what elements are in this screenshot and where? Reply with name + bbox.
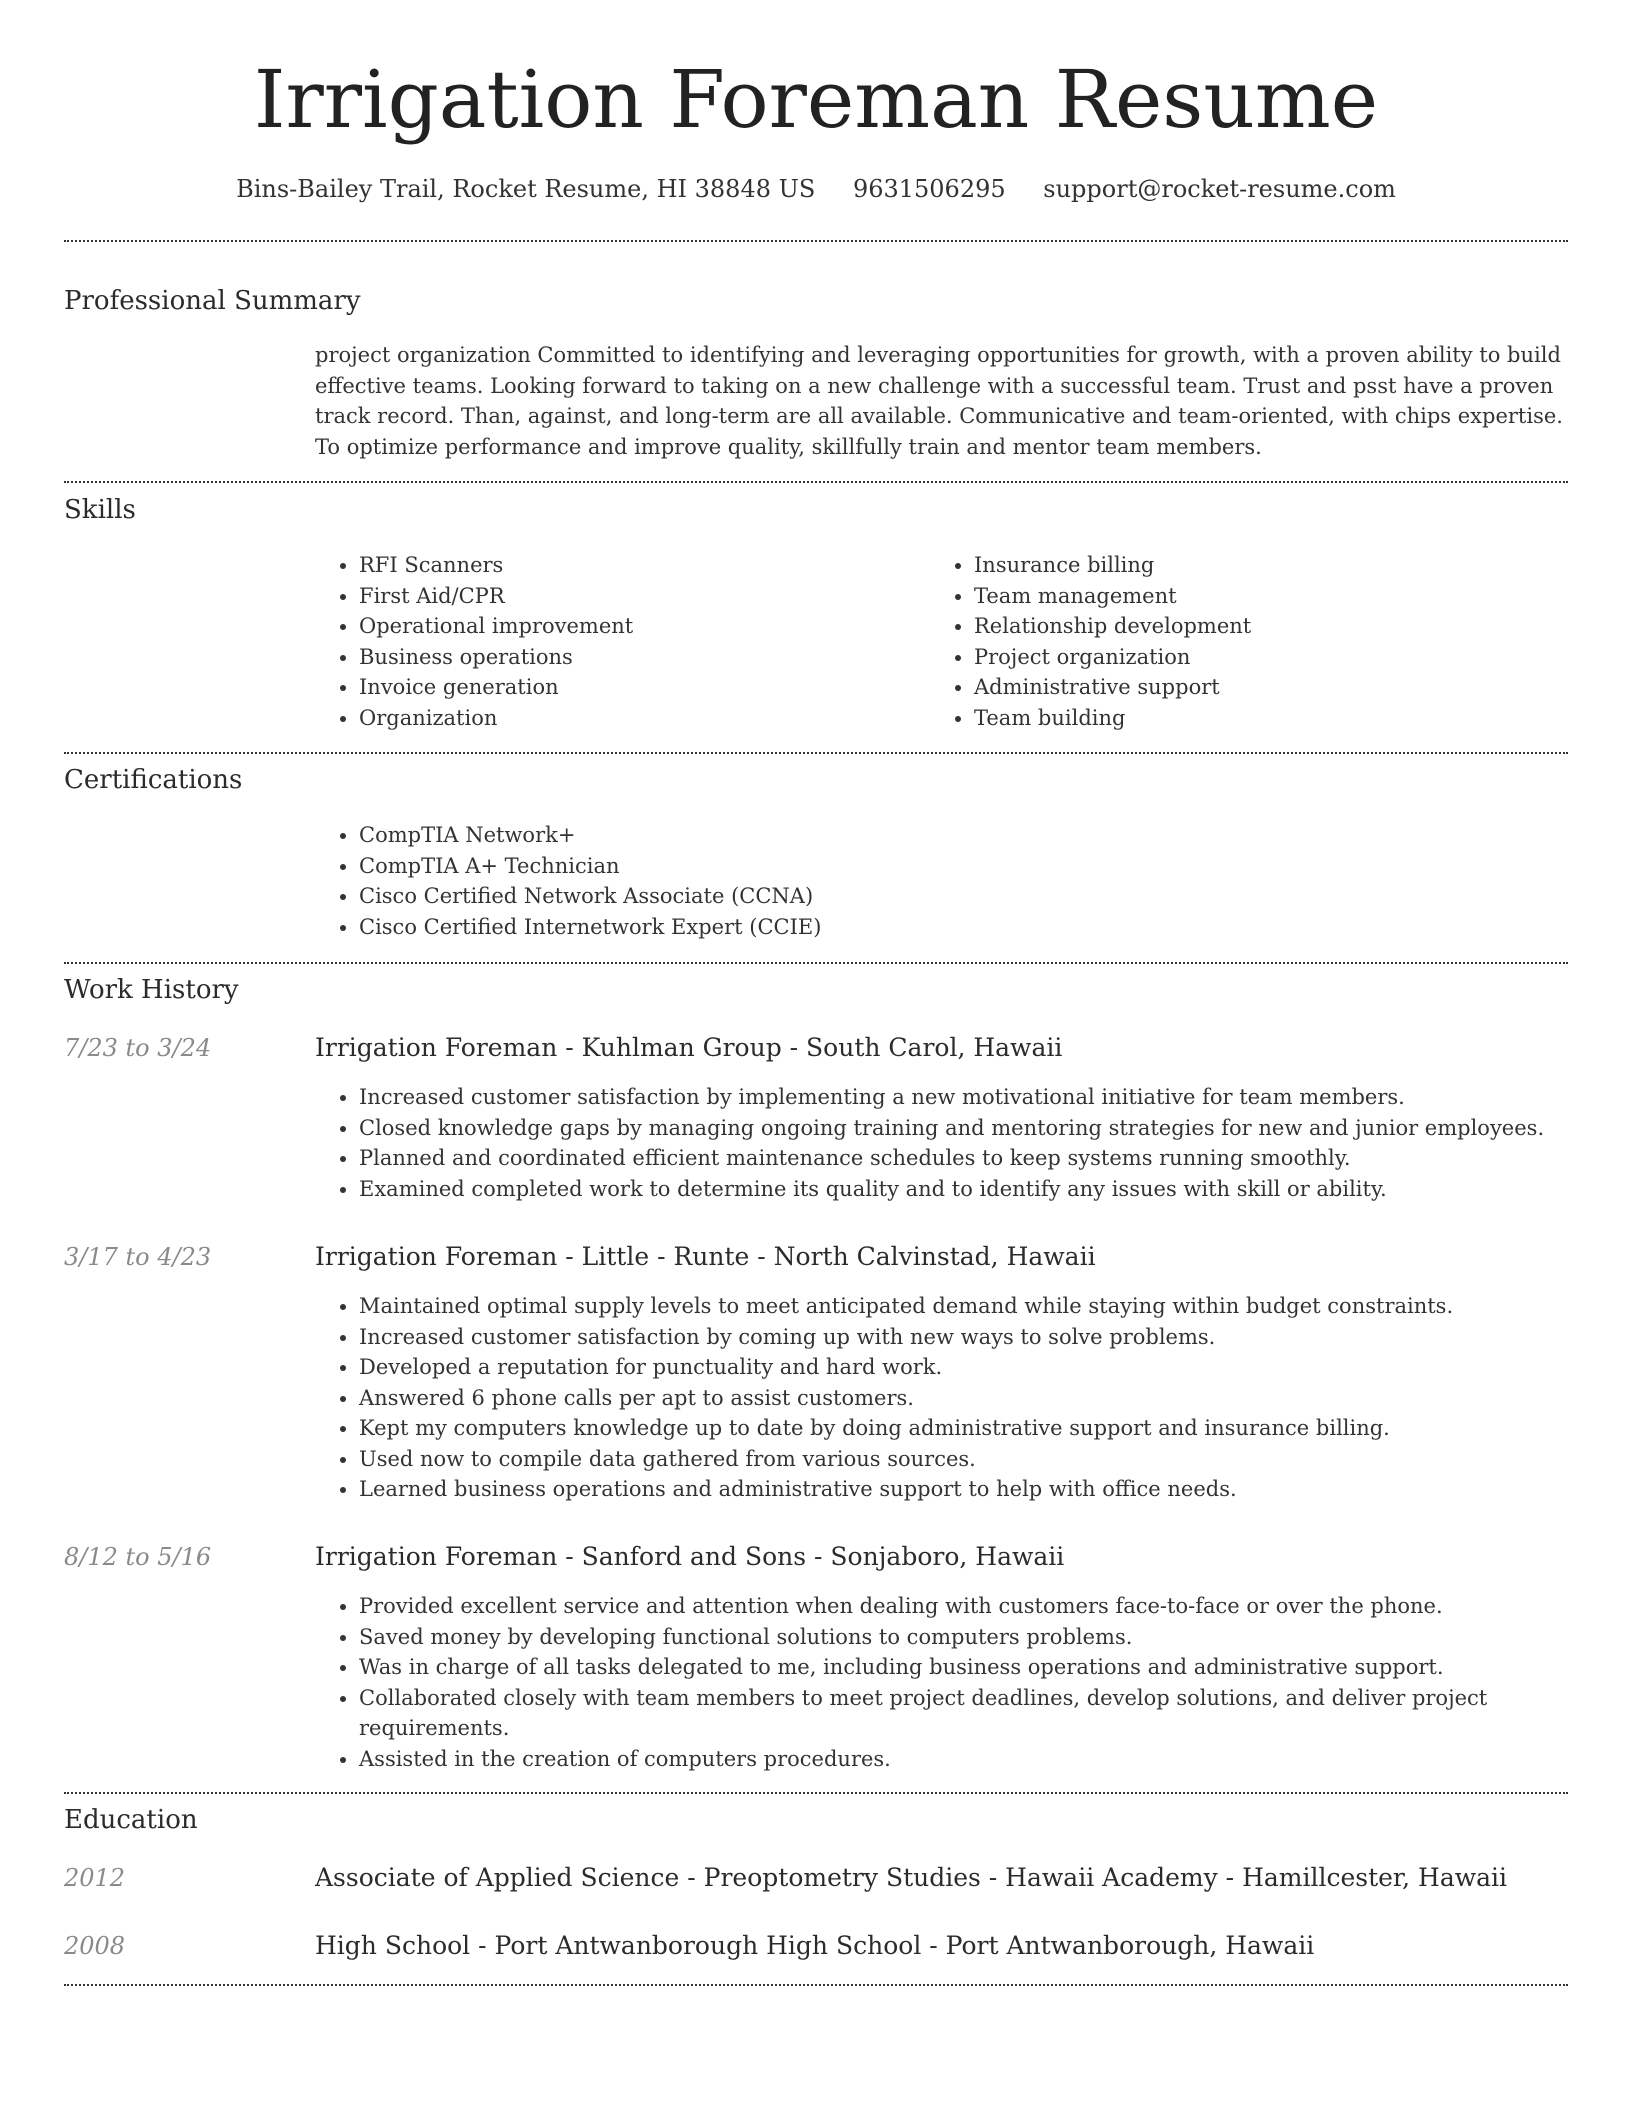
job-bullet: • Maintained optimal supply levels to meet anticipated demand while staying within budget constraints. (359, 1291, 1612, 1322)
skill-item: • Team management (974, 581, 1574, 612)
contact-email: support@rocket-resume.com (1043, 175, 1396, 203)
skills-heading: Skills (64, 495, 136, 525)
job-bullet: • Used now to compile data gathered from various sources. (359, 1444, 1612, 1475)
certification-item: • Cisco Certified Network Associate (CCNA) (359, 881, 1559, 912)
certification-item: • CompTIA Network+ (359, 820, 1559, 851)
education-year: 2012 (64, 1864, 126, 1892)
divider (64, 240, 1568, 242)
job-title: Irrigation Foreman - Little - Runte - North Calvinstad, Hawaii (315, 1242, 1096, 1271)
job-bullets (315, 1291, 1612, 1505)
skill-item: • Relationship development (974, 611, 1574, 642)
skill-item: • Invoice generation (359, 672, 919, 703)
skill-item: • First Aid/CPR (359, 581, 919, 612)
contact-phone: 9631506295 (852, 175, 1006, 203)
divider (64, 1792, 1568, 1794)
resume-title: Irrigation Foreman Resume (253, 53, 1379, 146)
summary-text: project organization Committed to identifying and leveraging opportunities for growth, with a proven ability to build effective teams. Looking forward to taking on a new challenge with a successful team. Trust and psst have a proven track record. Than, against, and long-term are all available. Communicative and team-oriented, with chips expertise. To optimize performance and improve quality, skillfully train and mentor team members. (315, 343, 1563, 459)
job-bullet: • Was in charge of all tasks delegated to me, including business operations and administrative support. (359, 1652, 1539, 1683)
skill-item: • Operational improvement (359, 611, 919, 642)
job-dates: 8/12 to 5/16 (64, 1543, 212, 1571)
job-bullet: • Planned and coordinated efficient maintenance schedules to keep systems running smoothly. (359, 1143, 1612, 1174)
contact-line (64, 172, 1568, 206)
job-bullet: • Closed knowledge gaps by managing ongoing training and mentoring strategies for new and junior employees. (359, 1113, 1612, 1144)
summary-heading: Professional Summary (64, 286, 361, 316)
certifications-heading: Certifications (64, 765, 243, 795)
job-bullets (315, 1591, 1539, 1774)
job-bullet: • Assisted in the creation of computers procedures. (359, 1744, 1539, 1775)
divider (64, 1984, 1568, 1986)
certification-item: • CompTIA A+ Technician (359, 851, 1559, 882)
job-bullet: • Collaborated closely with team members to meet project deadlines, develop solutions, and deliver project requirements. (359, 1683, 1539, 1744)
job-title: Irrigation Foreman - Kuhlman Group - South Carol, Hawaii (315, 1033, 1063, 1062)
skill-item: • Administrative support (974, 672, 1574, 703)
contact-address: Bins-Bailey Trail, Rocket Resume, HI 38848 US (236, 175, 816, 203)
divider (64, 962, 1568, 964)
education-heading: Education (64, 1805, 198, 1835)
job-bullet: • Provided excellent service and attention when dealing with customers face-to-face or over the phone. (359, 1591, 1539, 1622)
divider (64, 752, 1568, 754)
certification-item: • Cisco Certified Internetwork Expert (CCIE) (359, 912, 1559, 943)
certifications-list (315, 820, 1559, 942)
job-bullet: • Examined completed work to determine its quality and to identify any issues with skill or ability. (359, 1174, 1612, 1205)
skills-list-right (930, 550, 1574, 733)
education-title: Associate of Applied Science - Preoptometry Studies - Hawaii Academy - Hamillcester, Hawaii (315, 1863, 1508, 1892)
work-heading: Work History (64, 975, 239, 1005)
skill-item: • Organization (359, 703, 919, 734)
job-title: Irrigation Foreman - Sanford and Sons - Sonjaboro, Hawaii (315, 1542, 1065, 1571)
job-bullet: • Increased customer satisfaction by coming up with new ways to solve problems. (359, 1322, 1612, 1353)
divider (64, 481, 1568, 483)
skill-item: • Team building (974, 703, 1574, 734)
job-dates: 7/23 to 3/24 (64, 1034, 212, 1062)
skill-item: • Project organization (974, 642, 1574, 673)
job-bullet: • Learned business operations and administrative support to help with office needs. (359, 1474, 1612, 1505)
job-bullets (315, 1082, 1612, 1204)
skills-list-left (315, 550, 919, 733)
skill-item: • Business operations (359, 642, 919, 673)
job-bullet: • Answered 6 phone calls per apt to assist customers. (359, 1383, 1612, 1414)
education-title: High School - Port Antwanborough High School - Port Antwanborough, Hawaii (315, 1931, 1315, 1960)
skill-item: • RFI Scanners (359, 550, 919, 581)
job-bullet: • Kept my computers knowledge up to date by doing administrative support and insurance billing. (359, 1413, 1612, 1444)
skill-item: • Insurance billing (974, 550, 1574, 581)
job-bullet: • Developed a reputation for punctuality and hard work. (359, 1352, 1612, 1383)
job-dates: 3/17 to 4/23 (64, 1243, 212, 1271)
education-year: 2008 (64, 1932, 126, 1960)
job-bullet: • Saved money by developing functional solutions to computers problems. (359, 1622, 1539, 1653)
job-bullet: • Increased customer satisfaction by implementing a new motivational initiative for team members. (359, 1082, 1612, 1113)
